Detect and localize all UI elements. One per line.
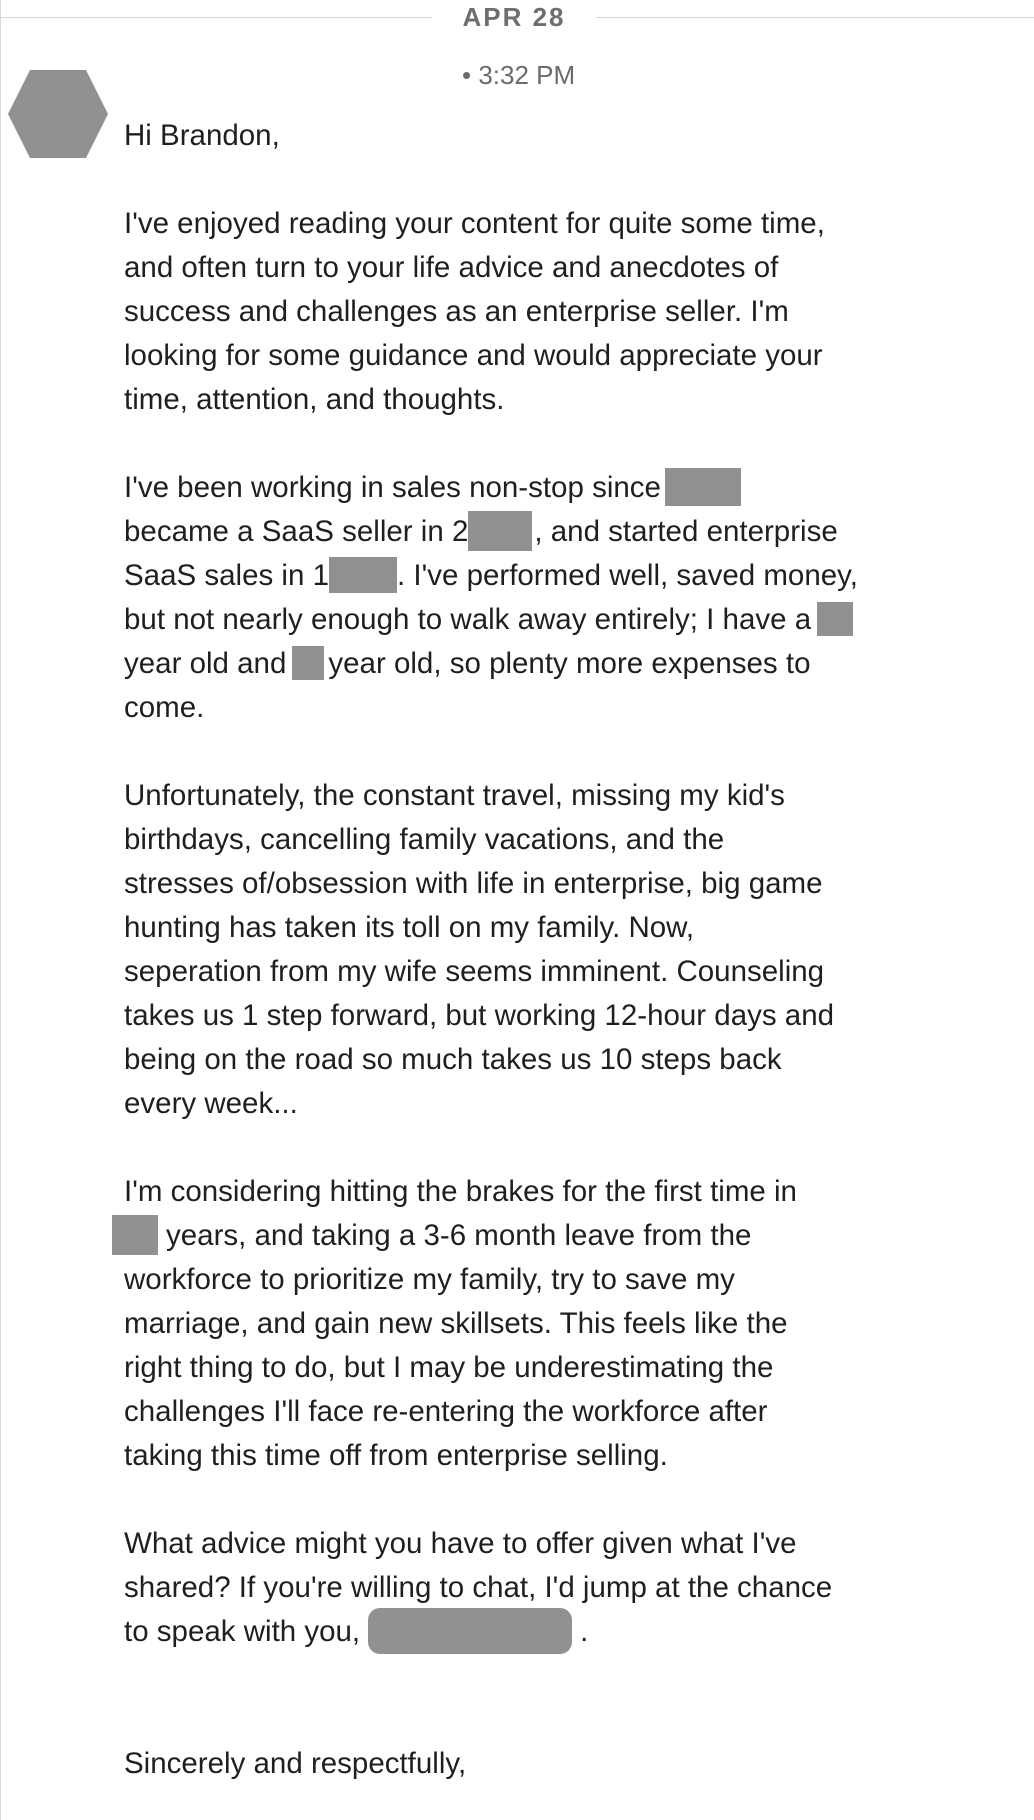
paragraph-line: hunting has taken its toll on my family. Now, (124, 911, 695, 944)
date-divider (0, 0, 1034, 36)
text-segment: year old, so plenty more expenses to (328, 647, 811, 680)
avatar-hexagon-icon (8, 70, 108, 158)
paragraph-line: workforce to prioritize my family, try to save my (124, 1263, 735, 1296)
text-segment: to speak with you, (124, 1615, 361, 1648)
paragraph-line: being on the road so much takes us 10 steps back (124, 1043, 782, 1076)
date-label: APR 28 (462, 2, 566, 32)
paragraph-line: I'm considering hitting the brakes for the first time in (124, 1175, 797, 1208)
message-timestamp: • 3:32 PM (462, 60, 576, 90)
paragraph-5 (124, 1522, 924, 1654)
paragraph-line (124, 642, 924, 686)
paragraph-line: seperation from my wife seems imminent. Counseling (124, 955, 825, 988)
paragraph-line (124, 598, 924, 642)
paragraph-line: marriage, and gain new skillsets. This feels like the (124, 1307, 788, 1340)
text-segment: year old and (124, 647, 287, 680)
redaction-block (665, 468, 741, 506)
paragraph-line: birthdays, cancelling family vacations, and the (124, 823, 725, 856)
divider-line-left (0, 17, 432, 18)
sender-avatar[interactable] (8, 70, 108, 158)
paragraph-4 (124, 1170, 924, 1478)
thread-border (0, 0, 1, 1820)
paragraph-line: looking for some guidance and would appreciate your (124, 339, 823, 372)
text-segment: years, and taking a 3-6 month leave from the (166, 1219, 752, 1252)
paragraph-line (124, 510, 924, 554)
paragraph-line: success and challenges as an enterprise seller. I'm (124, 295, 789, 328)
paragraph-line: come. (124, 691, 205, 724)
text-segment: became a SaaS seller in 2 (124, 515, 469, 548)
redaction-block (292, 646, 324, 680)
redaction-block (817, 602, 853, 636)
paragraph-line: Unfortunately, the constant travel, missing my kid's (124, 779, 785, 812)
paragraph-line: stresses of/obsession with life in enterprise, big game (124, 867, 823, 900)
redaction-block (368, 1608, 572, 1654)
paragraph-1 (124, 202, 924, 422)
paragraph-line: shared? If you're willing to chat, I'd jump at the chance (124, 1571, 833, 1604)
paragraph-line: What advice might you have to offer given what I've (124, 1527, 797, 1560)
text-segment: I've been working in sales non-stop since (124, 471, 661, 504)
signoff: Sincerely and respectfully, (124, 1747, 467, 1780)
paragraph-3 (124, 774, 924, 1126)
redaction-block (329, 557, 397, 593)
paragraph-line: and often turn to your life advice and anecdotes of (124, 251, 779, 284)
paragraph-line (124, 466, 924, 510)
divider-line-right (596, 17, 1034, 18)
text-segment: but not nearly enough to walk away entirely; I have a (124, 603, 812, 636)
redaction-block (468, 511, 532, 551)
text-segment: SaaS sales in 1 (124, 559, 329, 592)
text-segment: . (580, 1615, 589, 1648)
text-segment: . I've performed well, saved money, (397, 559, 858, 592)
paragraph-line: right thing to do, but I may be underestimating the (124, 1351, 774, 1384)
text-segment: , and started enterprise (534, 515, 838, 548)
paragraph-line: I've enjoyed reading your content for quite some time, (124, 207, 825, 240)
paragraph-line (124, 1214, 924, 1258)
paragraph-line: every week... (124, 1087, 298, 1120)
greeting: Hi Brandon, (124, 119, 280, 152)
redaction-block (112, 1215, 158, 1255)
paragraph-line (124, 1610, 924, 1654)
paragraph-line: time, attention, and thoughts. (124, 383, 505, 416)
message-body (124, 114, 924, 1786)
paragraph-line: takes us 1 step forward, but working 12-hour days and (124, 999, 835, 1032)
paragraph-2 (124, 466, 924, 730)
paragraph-line: challenges I'll face re-entering the workforce after (124, 1395, 768, 1428)
paragraph-line (124, 554, 924, 598)
paragraph-line: taking this time off from enterprise selling. (124, 1439, 668, 1472)
